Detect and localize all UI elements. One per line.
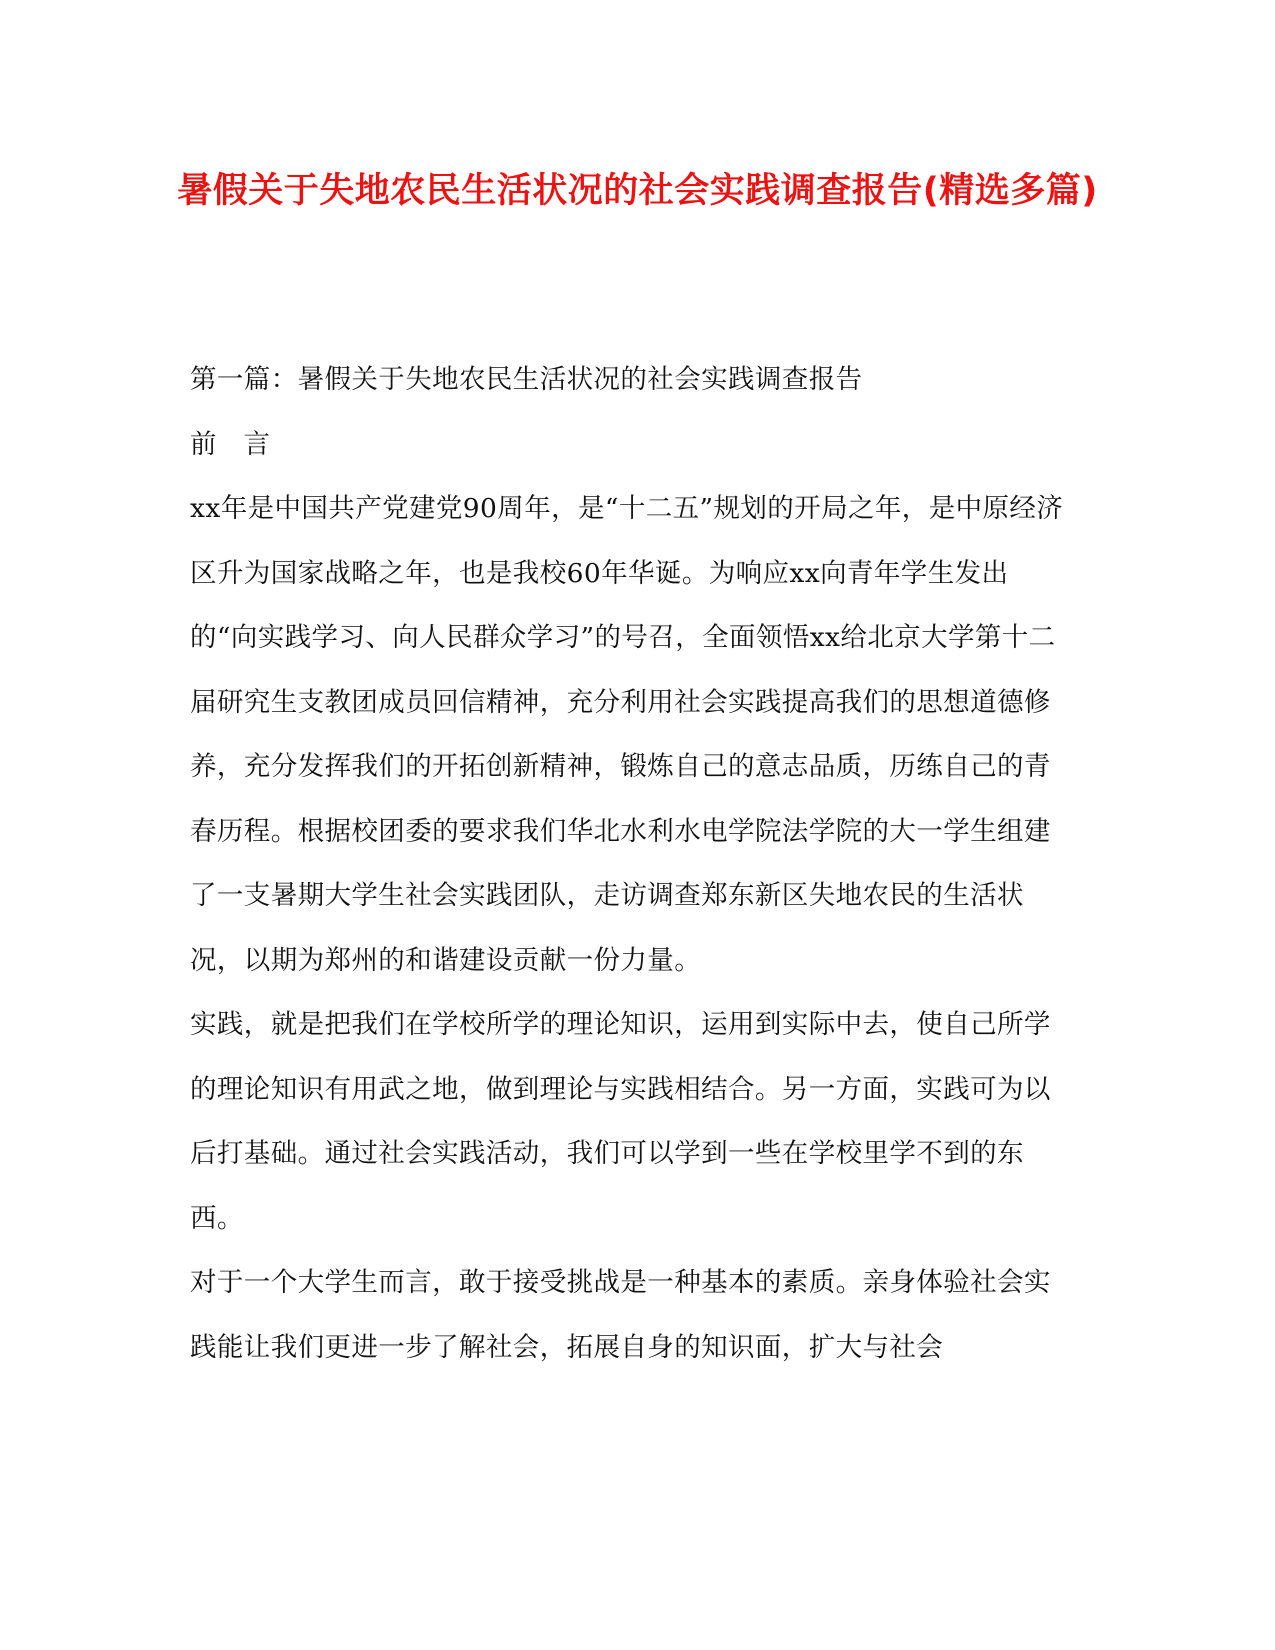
preface-char-1: 前 (190, 428, 217, 460)
preface-char-2: 言 (243, 428, 270, 460)
paragraph: xx年是中国共产党建党90周年，是“十二五”规划的开局之年，是中原经济区升为国家战略之年，也是我校60年华诞。为响应xx向青年学生发出的“向实践学习、向人民群众学习”的号召，全面领悟xx给北京大学第十二届研究生支教团成员回信精神，充分利用社会实践提高我们的思想道德修养，充分发挥我们的开拓创新精神，锻炼自己的意志品质，历练自己的青春历程。根据校团委的要求我们华北水利水电学院法学院的大一学生组建了一支暑期大学生社会实践团队，走访调查郑东新区失地农民的生活状况，以期为郑州的和谐建设贡献一份力量。 (190, 493, 1064, 976)
section-heading: 第一篇：暑假关于失地农民生活状况的社会实践调查报告 (190, 364, 863, 395)
document-body (190, 348, 1070, 1380)
paragraph: 实践，就是把我们在学校所学的理论知识，运用到实际中去，使自己所学的理论知识有用武之地，做到理论与实践相结合。另一方面，实践可为以后打基础。通过社会实践活动，我们可以学到一些在学校里学不到的东西。 (190, 1009, 1051, 1234)
paragraph: 对于一个大学生而言，敢于接受挑战是一种基本的素质。亲身体验社会实践能让我们更进一步了解社会，拓展自身的知识面，扩大与社会 (190, 1267, 1051, 1363)
preface-heading (190, 413, 1070, 478)
document-title: 暑假关于失地农民生活状况的社会实践调查报告(精选多篇) (177, 171, 1098, 211)
